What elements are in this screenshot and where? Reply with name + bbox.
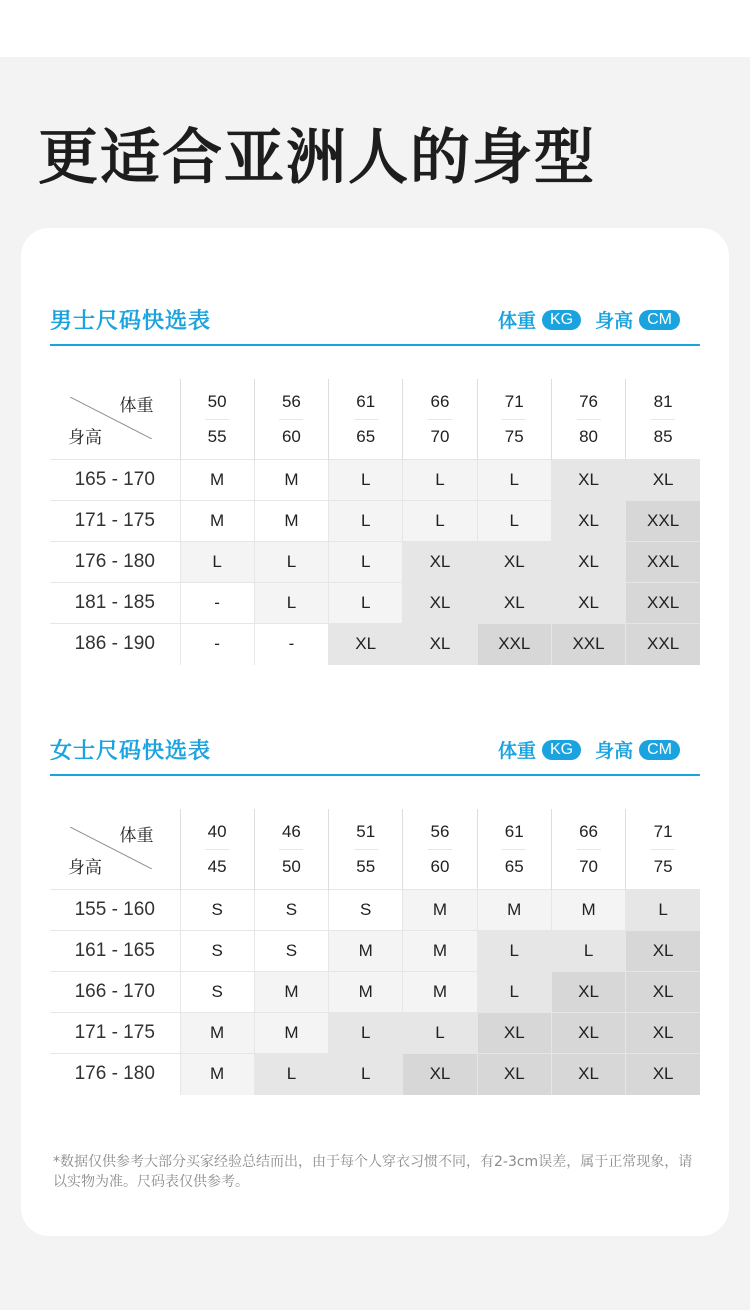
size-cell: S	[180, 972, 254, 1013]
top-strip	[0, 0, 750, 57]
size-cell: S	[329, 890, 403, 931]
table-row	[50, 931, 700, 972]
corner-height-label: 身高	[68, 858, 102, 877]
men-section-header	[50, 296, 700, 346]
weight-header-row	[50, 379, 700, 460]
size-cell: L	[329, 583, 403, 624]
size-cell: XL	[403, 1054, 477, 1095]
weight-max: 65	[356, 426, 376, 446]
weight-range-header	[403, 809, 477, 890]
weight-unit-label: 体重	[497, 310, 536, 332]
corner-weight-label: 体重	[119, 396, 154, 415]
size-cell: XL	[551, 972, 625, 1013]
size-cell: M	[329, 972, 403, 1013]
weight-min: 76	[577, 391, 601, 420]
weight-unit-badge: KG	[542, 740, 581, 760]
weight-min: 40	[205, 821, 229, 850]
size-cell: XL	[403, 542, 477, 583]
size-cell: S	[254, 931, 328, 972]
size-cell: XL	[329, 624, 403, 665]
corner-weight-label: 体重	[119, 826, 154, 845]
weight-range-header	[403, 379, 477, 460]
weight-min: 66	[577, 821, 601, 850]
size-cell: L	[329, 1013, 403, 1054]
weight-max: 65	[504, 856, 524, 876]
size-cell: L	[403, 460, 477, 501]
size-cell: XL	[626, 1013, 700, 1054]
men-size-section	[50, 296, 700, 665]
page-headline: 更适合亚洲人的身型	[38, 123, 596, 193]
weight-range-header	[626, 809, 700, 890]
height-range-cell: 166 - 170	[50, 972, 180, 1013]
size-cell: L	[254, 542, 328, 583]
table-row	[50, 501, 700, 542]
table-row	[50, 890, 700, 931]
size-cell: XL	[551, 1013, 625, 1054]
height-range-cell: 165 - 170	[50, 460, 180, 501]
size-cell: M	[254, 501, 328, 542]
size-cell: S	[180, 890, 254, 931]
weight-max: 55	[356, 856, 376, 876]
table-corner-cell	[50, 379, 180, 460]
weight-range-header	[626, 379, 700, 460]
weight-range-header	[254, 809, 328, 890]
size-cell: L	[626, 890, 700, 931]
height-unit-badge: CM	[639, 310, 680, 330]
size-cell: XL	[551, 460, 625, 501]
size-cell: M	[403, 972, 477, 1013]
weight-max: 70	[430, 426, 450, 446]
weight-min: 71	[651, 821, 675, 850]
size-cell: L	[477, 931, 551, 972]
height-range-cell: 186 - 190	[50, 624, 180, 665]
size-cell: XL	[403, 583, 477, 624]
size-cell: -	[254, 624, 328, 665]
height-range-cell: 171 - 175	[50, 1013, 180, 1054]
size-cell: L	[403, 501, 477, 542]
table-row	[50, 460, 700, 501]
size-cell: L	[477, 972, 551, 1013]
size-cell: M	[254, 972, 328, 1013]
table-row	[50, 972, 700, 1013]
weight-range-header	[551, 809, 625, 890]
weight-range-header	[329, 379, 403, 460]
weight-range-header	[180, 809, 254, 890]
men-size-table	[50, 379, 700, 665]
weight-max: 60	[281, 426, 301, 446]
size-cell: XL	[626, 972, 700, 1013]
size-cell: XL	[477, 583, 551, 624]
table-row	[50, 583, 700, 624]
women-section-title: 女士尺码快选表	[50, 739, 212, 764]
men-section-title: 男士尺码快选表	[50, 309, 212, 334]
size-cell: M	[254, 1013, 328, 1054]
weight-min: 56	[428, 821, 452, 850]
size-cell: L	[329, 1054, 403, 1095]
height-range-cell: 176 - 180	[50, 1054, 180, 1095]
weight-unit-label: 体重	[497, 740, 536, 762]
size-cell: L	[329, 501, 403, 542]
size-cell: XXL	[477, 624, 551, 665]
weight-range-header	[254, 379, 328, 460]
size-cell: M	[477, 890, 551, 931]
weight-max: 50	[281, 856, 301, 876]
weight-header-row	[50, 809, 700, 890]
weight-min: 50	[205, 391, 229, 420]
size-cell: XXL	[551, 624, 625, 665]
height-unit-label: 身高	[595, 740, 634, 762]
weight-max: 70	[579, 856, 598, 876]
height-range-cell: 161 - 165	[50, 931, 180, 972]
weight-range-header	[180, 379, 254, 460]
size-cell: XXL	[626, 624, 700, 665]
size-cell: S	[254, 890, 328, 931]
size-cell: XL	[403, 624, 477, 665]
table-row	[50, 624, 700, 665]
size-cell: L	[477, 460, 551, 501]
size-cell: L	[254, 1054, 328, 1095]
size-cell: XXL	[626, 501, 700, 542]
corner-height-label: 身高	[68, 428, 102, 447]
size-cell: XL	[551, 1054, 625, 1095]
size-cell: L	[180, 542, 254, 583]
table-row	[50, 1054, 700, 1095]
size-cell: XXL	[626, 542, 700, 583]
weight-min: 51	[354, 821, 378, 850]
weight-min: 66	[428, 391, 452, 420]
size-cell: L	[254, 583, 328, 624]
size-cell: XL	[477, 542, 551, 583]
size-cell: XL	[551, 583, 625, 624]
size-cell: XXL	[626, 583, 700, 624]
weight-range-header	[329, 809, 403, 890]
unit-legend	[484, 736, 680, 763]
size-cell: L	[329, 542, 403, 583]
weight-min: 71	[502, 391, 526, 420]
weight-max: 45	[207, 856, 227, 876]
table-row	[50, 542, 700, 583]
weight-max: 85	[653, 426, 673, 446]
size-cell: L	[329, 460, 403, 501]
size-cell: XL	[626, 1054, 700, 1095]
size-cell: M	[180, 1054, 254, 1095]
weight-min: 56	[279, 391, 303, 420]
height-range-cell: 155 - 160	[50, 890, 180, 931]
weight-max: 55	[207, 426, 227, 446]
height-range-cell: 171 - 175	[50, 501, 180, 542]
size-cell: M	[180, 460, 254, 501]
size-chart-card	[21, 228, 729, 1236]
women-section-header	[50, 726, 700, 776]
weight-range-header	[477, 379, 551, 460]
height-range-cell: 176 - 180	[50, 542, 180, 583]
size-cell: XL	[551, 501, 625, 542]
size-cell: M	[180, 501, 254, 542]
size-cell: M	[403, 890, 477, 931]
size-cell: L	[551, 931, 625, 972]
size-cell: -	[180, 624, 254, 665]
weight-max: 60	[430, 856, 450, 876]
size-cell: XL	[551, 542, 625, 583]
disclaimer-footnote: *数据仅供参考大部分买家经验总结而出，由于每个人穿衣习惯不同，有2-3cm误差，属于正常现象，请以实物为准。尺码表仅供参考。	[53, 1154, 693, 1190]
size-cell: M	[254, 460, 328, 501]
size-cell: XL	[626, 931, 700, 972]
size-cell: XL	[626, 460, 700, 501]
size-cell: L	[477, 501, 551, 542]
weight-max: 80	[579, 426, 598, 446]
weight-min: 81	[651, 391, 675, 420]
weight-max: 75	[653, 856, 673, 876]
size-cell: S	[180, 931, 254, 972]
height-range-cell: 181 - 185	[50, 583, 180, 624]
height-unit-badge: CM	[639, 740, 680, 760]
weight-max: 75	[504, 426, 524, 446]
weight-range-header	[477, 809, 551, 890]
weight-min: 46	[279, 821, 303, 850]
women-size-section	[50, 726, 700, 1095]
size-cell: XL	[477, 1054, 551, 1095]
size-cell: XL	[477, 1013, 551, 1054]
unit-legend	[484, 306, 680, 333]
size-cell: M	[403, 931, 477, 972]
weight-min: 61	[354, 391, 378, 420]
height-unit-label: 身高	[595, 310, 634, 332]
size-cell: M	[551, 890, 625, 931]
size-cell: -	[180, 583, 254, 624]
table-corner-cell	[50, 809, 180, 890]
weight-min: 61	[502, 821, 526, 850]
table-row	[50, 1013, 700, 1054]
size-cell: M	[329, 931, 403, 972]
women-size-table	[50, 809, 700, 1095]
size-cell: L	[403, 1013, 477, 1054]
weight-range-header	[551, 379, 625, 460]
size-cell: M	[180, 1013, 254, 1054]
weight-unit-badge: KG	[542, 310, 581, 330]
